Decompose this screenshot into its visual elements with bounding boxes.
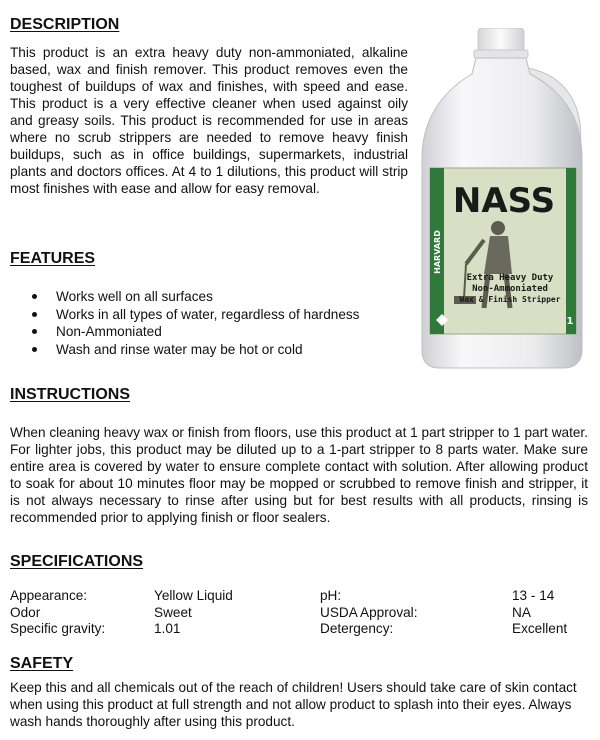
spec-value: Sweet (154, 604, 192, 620)
list-item: Works well on all surfaces (30, 288, 359, 306)
spec-label: Detergency: (320, 621, 394, 636)
table-row (10, 621, 592, 638)
specifications-heading: SPECIFICATIONS (10, 553, 144, 570)
description-heading: DESCRIPTION (10, 16, 120, 33)
spec-label: Specific gravity: (10, 621, 106, 636)
product-subtitle-1: Extra Heavy Duty (466, 273, 554, 283)
list-item: Works in all types of water, regardless of hardness (30, 306, 359, 324)
brand-label: HARVARD (433, 230, 442, 274)
product-size: 1 (566, 316, 574, 327)
instructions-heading: INSTRUCTIONS (10, 386, 130, 403)
specifications-table (10, 588, 592, 638)
spec-value: Excellent (512, 621, 568, 636)
spec-value: 13 - 14 (512, 588, 555, 603)
spec-value: Yellow Liquid (154, 588, 233, 603)
table-row (10, 605, 592, 622)
features-heading: FEATURES (10, 250, 96, 267)
product-subtitle-2: Non-Ammoniated (472, 284, 548, 294)
description-text: This product is an extra heavy duty non-ammoniated, alkaline based, wax and finish remover. This product removes even the toughest of buildups of wax and finishes, with speed and ease. This product is a very effective cleaner when used against oily and greasy soils. This product is recommended for use in areas where no scrub strippers are needed to remove heavy finish buildups, such as in office buildings, supermarkets, industrial plants and doctors offices. At 4 to 1 dilutions, this product will strip most finishes with ease and allow for easy removal. (10, 45, 408, 196)
spec-value: NA (512, 604, 531, 620)
table-row (10, 588, 592, 605)
list-item: Non-Ammoniated (30, 323, 359, 341)
list-item: Wash and rinse water may be hot or cold (30, 341, 359, 359)
spec-label: USDA Approval: (320, 604, 418, 620)
spec-label: pH: (320, 588, 342, 603)
safety-heading: SAFETY (10, 655, 74, 672)
cap-shape (478, 28, 524, 52)
instructions-text: When cleaning heavy wax or finish from floors, use this product at 1 part stripper to 1 part water. For lighter jobs, this product may be diluted up to a 1-part stripper to 8 parts water. Make sure entire area is covered by water to ensure complete contact with solution. After allowing product to soak for about 10 minutes floor may be mopped or scrubbed to remove finish and stripper, it is not always necessary to rinse after using but for best results with all products, rinsing is recommended prior to applying finish or floor sealers. (10, 425, 588, 525)
product-jug-image (418, 28, 586, 370)
spec-value: 1.01 (154, 621, 181, 636)
safety-text: Keep this and all chemicals out of the reach of children! Users should take care of skin contact when using this product at full strength and not allow product to splash into their eyes. Always wash hands thoroughly after using this product. (10, 680, 577, 729)
spec-label: Odor (10, 604, 41, 620)
spec-label: Appearance: (10, 588, 88, 603)
product-name: NASS (452, 181, 556, 221)
features-list (30, 288, 359, 358)
product-subtitle-3: Wax & Finish Stripper (459, 295, 561, 304)
